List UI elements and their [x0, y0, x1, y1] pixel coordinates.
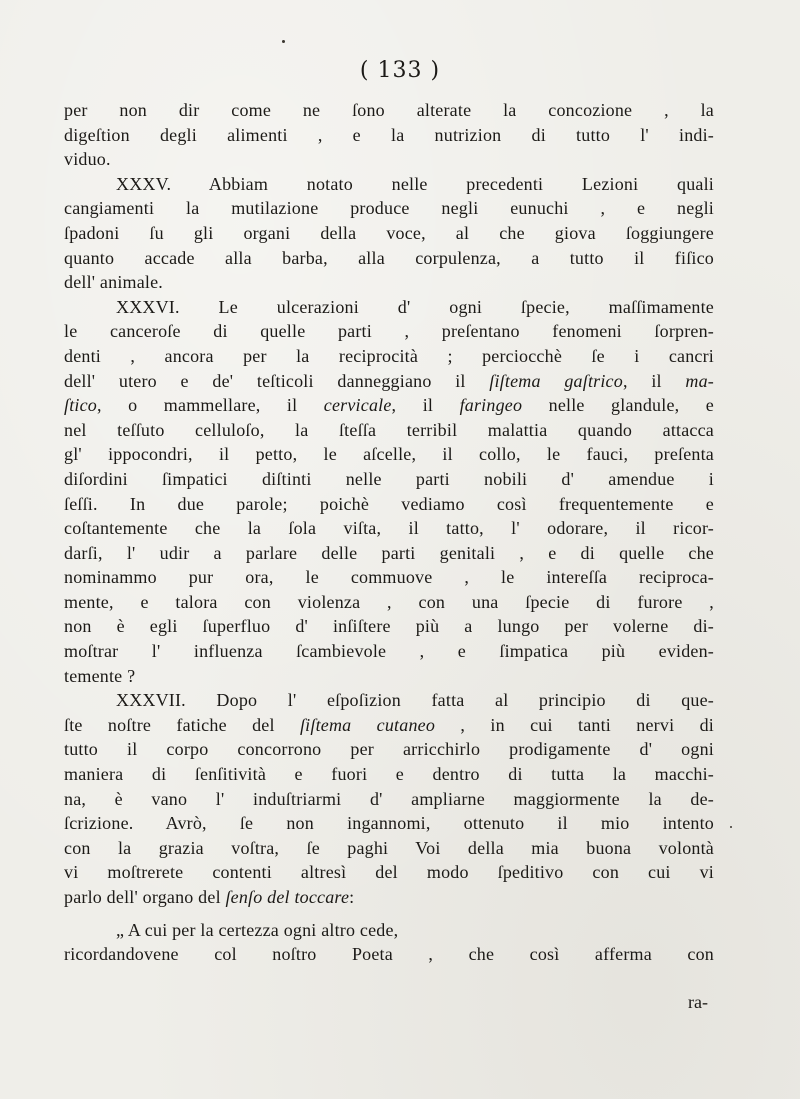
body-text: [64, 98, 714, 967]
ink-speck: [730, 826, 732, 828]
text-line: XXXVI. Le ulcerazioni d' ogni ſpecie, maſſimamente: [116, 296, 714, 317]
text-line: vi moſtrerete contenti altresì del modo ſpeditivo con cui vi: [64, 862, 714, 883]
text-line: XXXVII. Dopo l' eſpoſizion fatta al principio di que-: [116, 690, 714, 711]
text-line: gl' ippocondri, il petto, le aſcelle, il collo, le fauci, preſenta: [64, 444, 714, 465]
text-line: tutto il corpo concorrono per arricchirlo prodigamente d' ogni: [64, 739, 714, 760]
text-line: ſcrizione. Avrò, ſe non ingannomi, ottenuto il mio intento: [64, 813, 714, 834]
text-line: le canceroſe di quelle parti , preſentano fenomeni ſorpren-: [64, 321, 714, 342]
text-line: nel teſſuto celluloſo, la ſteſſa terribil malattia quando attacca: [64, 419, 714, 440]
text-line: moſtrar l' influenza ſcambievole , e ſimpatica più eviden-: [64, 641, 714, 662]
text-line: dell' utero e de' teſticoli danneggiano il ſiſtema gaſtrico, il ma-: [64, 370, 714, 391]
text-line: viduo.: [64, 149, 111, 170]
text-line: dell' animale.: [64, 272, 164, 293]
text-line: ricordandovene col noſtro Poeta , che così afferma con: [64, 944, 714, 965]
text-line: „ A cui per la certezza ogni altro cede,: [116, 919, 399, 940]
text-line: per non dir come ne ſono alterate la concozione , la: [64, 100, 714, 120]
text-line: denti , ancora per la reciprocità ; perciocchè ſe i cancri: [64, 345, 714, 366]
text-line: coſtantemente che la ſola viſta, il tatto, l' odorare, il ricor-: [64, 518, 714, 539]
text-line: cangiamenti la mutilazione produce negli eunuchi , e negli: [64, 198, 714, 219]
catchword: ra-: [688, 992, 708, 1012]
text-line: digeſtion degli alimenti , e la nutrizion di tutto l' indi-: [64, 124, 714, 145]
text-line: non è egli ſuperfluo d' inſiſtere più a lungo per volerne di-: [64, 616, 714, 637]
text-line: ſtico, o mammellare, il cervicale, il faringeo nelle glandule, e: [64, 395, 714, 416]
text-line: ſpadoni ſu gli organi della voce, al che giova ſoggiungere: [64, 222, 714, 243]
text-line: mente, e talora con violenza , con una ſpecie di furore ,: [64, 591, 714, 612]
text-line: parlo dell' organo del ſenſo del toccare:: [64, 887, 355, 907]
text-line: diſordini ſimpatici diſtinti nelle parti nobili d' amendue i: [64, 468, 714, 489]
ink-speck: [282, 40, 285, 43]
text-line: maniera di ſenſitività e fuori e dentro di tutta la macchi-: [64, 764, 714, 785]
text-line: ſte noſtre fatiche del ſiſtema cutaneo , in cui tanti nervi di: [64, 714, 714, 735]
text-line: ſeſſi. In due parole; poichè vediamo così frequentemente e: [64, 493, 714, 514]
page-number: ( 133 ): [359, 58, 441, 83]
text-line: temente ?: [64, 665, 136, 686]
text-line: nominammo pur ora, le commuove , le intereſſa reciproca-: [64, 567, 714, 588]
text-line: na, è vano l' induſtriarmi d' ampliarne maggiormente la de-: [64, 788, 714, 809]
text-line: quanto accade alla barba, alla corpulenza, a tutto il fiſico: [64, 247, 714, 268]
text-line: XXXV. Abbiam notato nelle precedenti Lezioni quali: [116, 173, 714, 194]
text-line: darſi, l' udir a parlare delle parti genitali , e di quelle che: [64, 542, 714, 563]
text-line: con la grazia voſtra, ſe paghi Voi della mia buona volontà: [64, 837, 714, 858]
